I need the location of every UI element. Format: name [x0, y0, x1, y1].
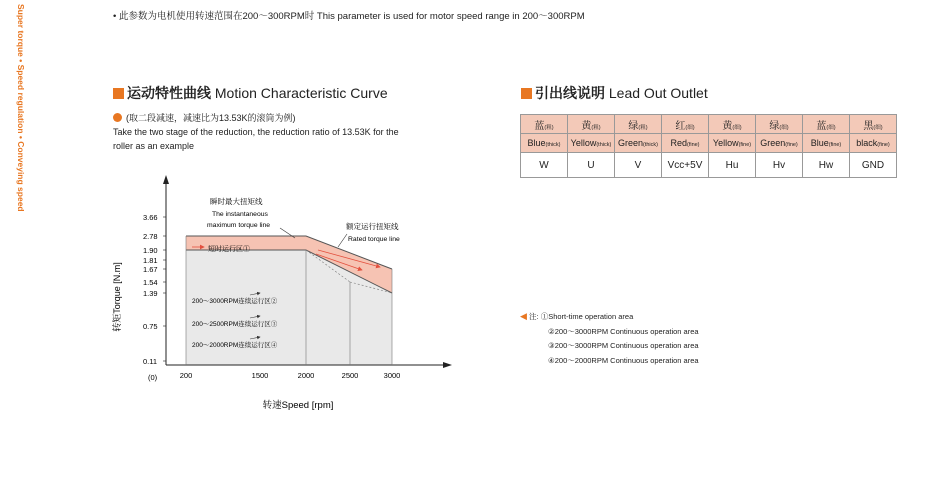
x-tick-label: 1500 — [251, 371, 269, 380]
wire-cn-cell: 黄(细) — [709, 115, 756, 134]
leadout-section-title — [521, 83, 708, 103]
motion-title-en: Motion Characteristic Curve — [214, 85, 388, 101]
wire-en-cell: Red(fine) — [662, 134, 709, 153]
pointer-rated-line — [338, 234, 347, 247]
y-tick-label: 0.11 — [143, 357, 158, 366]
annotation-rated-en: Rated torque line — [348, 236, 400, 243]
motion-note-cn: (取二段减速，减速比为13.53K的滚筒为例) — [126, 113, 296, 123]
y-tick-label: 3.66 — [143, 213, 158, 222]
wire-signal-cell: Hw — [803, 153, 850, 178]
zone4-label: 200～2000RPM连续运行区④ — [192, 342, 278, 349]
wire-cn-cell: 蓝(细) — [803, 115, 850, 134]
wire-en-cell: Blue(thick) — [521, 134, 568, 153]
y-tick-label: 1.39 — [143, 289, 158, 298]
x-tick-label: 200 — [179, 371, 193, 380]
legend-item: ①Short-time operation area — [540, 312, 634, 321]
x-axis-label: 转速Speed [rpm] — [262, 400, 334, 411]
wire-cn-cell: 黑(细) — [850, 115, 897, 134]
y-tick-label: (0) — [148, 373, 158, 382]
wire-color-cn-row — [521, 115, 897, 134]
legend-item: ②200～3000RPM Continuous operation area — [548, 326, 699, 336]
y-tick-label: 2.78 — [143, 232, 158, 241]
orange-square-icon — [521, 88, 532, 99]
y-axis-label: 转矩Torque [N.m] — [112, 262, 122, 332]
wire-cn-cell: 红(细) — [662, 115, 709, 134]
y-tick-label: 1.67 — [143, 265, 158, 274]
wire-en-cell: Blue(fine) — [803, 134, 850, 153]
lead-wire-table — [520, 114, 897, 178]
y-axis-arrow-icon — [163, 175, 169, 184]
zone2-label: 200～3000RPM连续运行区② — [192, 298, 278, 305]
leadout-title-cn: 引出线说明 — [535, 85, 605, 101]
y-tick-label: 1.81 — [143, 256, 158, 265]
leadout-title-en: Lead Out Outlet — [608, 85, 708, 101]
wire-signal-cell: W — [521, 153, 568, 178]
orange-square-icon — [113, 88, 124, 99]
parameter-note: • 此参数为电机使用转速范围在200～300RPM时 This parameter is used for motor speed range in 200～300RPM — [113, 11, 585, 22]
wire-color-en-row — [521, 134, 897, 153]
wire-signal-cell: GND — [850, 153, 897, 178]
annotation-max-cn: 瞬时最大扭矩线 — [210, 197, 263, 206]
annotation-max-en1: The instantaneous — [212, 211, 268, 218]
motion-title-cn: 运动特性曲线 — [127, 85, 211, 101]
motion-note — [113, 111, 403, 153]
y-tick-label: 1.54 — [143, 278, 158, 287]
bullet-dot-icon — [113, 113, 122, 122]
operation-area-legend — [520, 309, 699, 368]
wire-cn-cell: 黄(粗) — [568, 115, 615, 134]
y-tick-label: 0.75 — [143, 322, 158, 331]
wire-en-cell: Green(fine) — [756, 134, 803, 153]
annotation-rated-cn: 额定运行扭矩线 — [346, 222, 399, 231]
zone3-label: 200～2500RPM连续运行区③ — [192, 321, 278, 328]
triangle-left-icon: ◀ — [520, 311, 527, 321]
y-tick-label: 1.90 — [143, 246, 158, 255]
x-tick-label: 2500 — [341, 371, 359, 380]
legend-row — [520, 309, 699, 325]
sidebar-vertical-text — [12, 4, 28, 214]
legend-item: ④200～2000RPM Continuous operation area — [548, 355, 699, 365]
wire-signal-cell: U — [568, 153, 615, 178]
x-tick-label: 3000 — [383, 371, 401, 380]
wire-en-cell: black(fine) — [850, 134, 897, 153]
sidebar-label: Super torque • Speed regulation • Conveying speed — [16, 4, 26, 212]
legend-item: ③200～3000RPM Continuous operation area — [548, 341, 699, 350]
legend-prefix: 注: — [529, 312, 539, 321]
wire-signal-cell: Vcc+5V — [662, 153, 709, 178]
wire-signal-cell: V — [615, 153, 662, 178]
motion-note-en: Take the two stage of the reduction, the reduction ratio of 13.53K for the roller as an example — [113, 127, 399, 151]
wire-cn-cell: 蓝(粗) — [521, 115, 568, 134]
wire-signal-cell: Hv — [756, 153, 803, 178]
zone1-label: 短时运行区① — [208, 246, 250, 253]
x-tick-label: 2000 — [297, 371, 315, 380]
wire-cn-cell: 绿(细) — [756, 115, 803, 134]
wire-cn-cell: 绿(粗) — [615, 115, 662, 134]
motion-section-title — [113, 83, 388, 103]
annotation-max-en2: maximum torque line — [207, 222, 271, 229]
wire-en-cell: Yellow(fine) — [709, 134, 756, 153]
torque-speed-chart — [110, 172, 455, 417]
x-axis-arrow-icon — [443, 362, 452, 368]
wire-signal-cell: Hu — [709, 153, 756, 178]
wire-en-cell: Green(thick) — [615, 134, 662, 153]
wire-en-cell: Yellow(thick) — [568, 134, 615, 153]
wire-signal-row — [521, 153, 897, 178]
